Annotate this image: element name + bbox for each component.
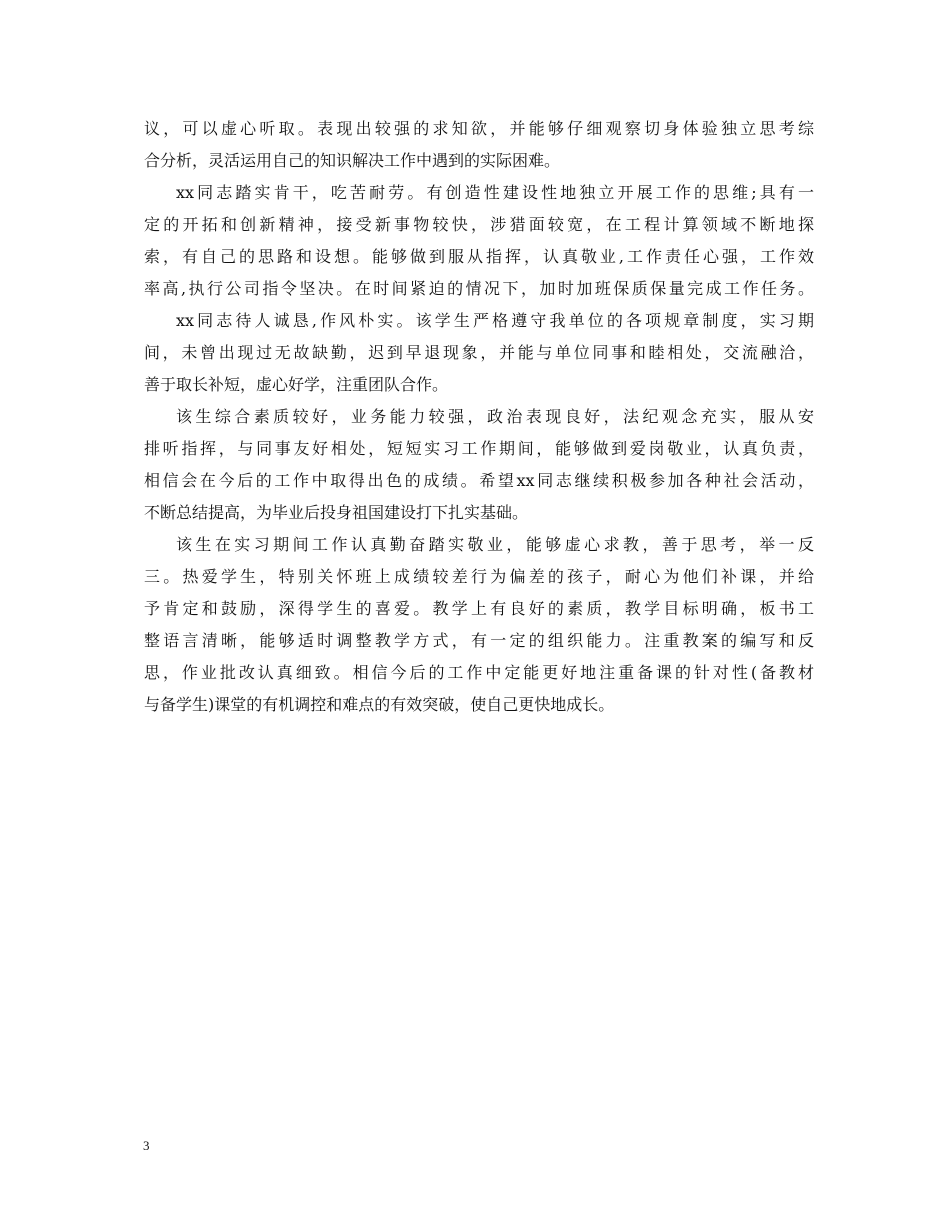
document-body	[144, 113, 814, 721]
text-line: 率高,执行公司指令坚决。在时间紧迫的情况下，加时加班保质保量完成工作任务。	[144, 279, 814, 298]
text-line: 间，未曾出现过无故缺勤，迟到早退现象，并能与单位同事和睦相处，交流融洽，	[144, 343, 814, 362]
text-line: 与备学生)课堂的有机调控和难点的有效突破，使自己更快地成长。	[144, 695, 615, 714]
text-line: 三。热爱学生，特别关怀班上成绩较差行为偏差的孩子，耐心为他们补课，并给	[144, 567, 814, 586]
text-line: 定的开拓和创新精神，接受新事物较快，涉猎面较宽，在工程计算领域不断地探	[144, 215, 814, 234]
text-line: 索，有自己的思路和设想。能够做到服从指挥，认真敬业,工作责任心强，工作效	[144, 247, 814, 266]
text-line: 合分析，灵活运用自己的知识解决工作中遇到的实际困难。	[144, 151, 561, 170]
text-line: xx同志待人诚恳,作风朴实。该学生严格遵守我单位的各项规章制度，实习期	[176, 311, 814, 330]
text-line: 该生综合素质较好，业务能力较强，政治表现良好，法纪观念充实，服从安	[176, 407, 814, 426]
text-line: 思，作业批改认真细致。相信今后的工作中定能更好地注重备课的针对性(备教材	[144, 663, 814, 682]
paragraph-2	[144, 177, 814, 305]
text-line: xx同志踏实肯干，吃苦耐劳。有创造性建设性地独立开展工作的思维;具有一	[176, 183, 814, 202]
paragraph-5	[144, 529, 814, 721]
text-line: 善于取长补短，虚心好学，注重团队合作。	[144, 375, 449, 394]
text-line: 该生在实习期间工作认真勤奋踏实敬业，能够虚心求教，善于思考，举一反	[176, 535, 814, 554]
paragraph-3	[144, 305, 814, 401]
text-line: 予肯定和鼓励，深得学生的喜爱。教学上有良好的素质，教学目标明确，板书工	[144, 599, 814, 618]
text-line: 相信会在今后的工作中取得出色的成绩。希望xx同志继续积极参加各种社会活动，	[144, 471, 814, 490]
text-line: 整语言清晰，能够适时调整教学方式，有一定的组织能力。注重教案的编写和反	[144, 631, 814, 650]
paragraph-1	[144, 113, 814, 177]
page-number: 3	[143, 1138, 150, 1153]
paragraph-4	[144, 401, 814, 529]
text-line: 排听指挥，与同事友好相处，短短实习工作期间，能够做到爱岗敬业，认真负责，	[144, 439, 814, 458]
text-line: 不断总结提高，为毕业后投身祖国建设打下扎实基础。	[144, 503, 529, 522]
text-line: 议，可以虚心听取。表现出较强的求知欲，并能够仔细观察切身体验独立思考综	[144, 119, 814, 138]
